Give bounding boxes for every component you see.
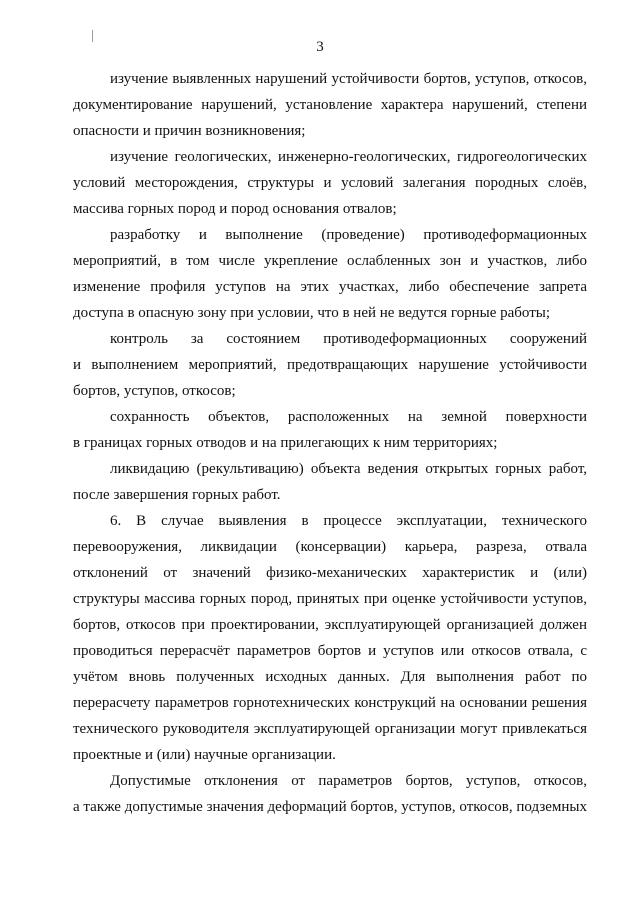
paragraph xyxy=(73,768,587,820)
paragraph xyxy=(73,66,587,144)
text-line: перевооружения, ликвидации (консервации) карьера, разреза, отвала xyxy=(73,539,587,555)
text-line: бортов, уступов, откосов; xyxy=(73,383,236,399)
text-line: ликвидацию (рекультивацию) объекта ведения открытых горных работ, xyxy=(110,461,587,477)
text-line: контроль за состоянием противодеформационных сооружений xyxy=(110,331,587,347)
text-line: проектные и (или) научные организации. xyxy=(73,747,336,763)
text-line: массива горных пород и пород основания отвалов; xyxy=(73,201,397,217)
text-line: опасности и причин возникновения; xyxy=(73,123,306,139)
text-line: отклонений от значений физико-механических характеристик и (или) xyxy=(73,565,587,581)
text-line: технического руководителя эксплуатирующей организации могут привлекаться xyxy=(73,721,587,737)
text-line: в границах горных отводов и на прилегающих к ним территориях; xyxy=(73,435,498,451)
text-line: учётом вновь полученных исходных данных. Для выполнения работ по xyxy=(73,669,587,685)
text-line: документирование нарушений, установление характера нарушений, степени xyxy=(73,97,587,113)
text-line: мероприятий, в том числе укрепление ослабленных зон и участков, либо xyxy=(73,253,587,269)
paragraph xyxy=(73,222,587,326)
text-line: изучение геологических, инженерно-геологических, гидрогеологических xyxy=(110,149,587,165)
paragraph xyxy=(73,456,587,508)
text-line: изменение профиля уступов на этих участках, либо обеспечение запрета xyxy=(73,279,587,295)
text-line: проводиться перерасчёт параметров бортов и уступов или откосов отвала, с xyxy=(73,643,587,659)
text-line: а также допустимые значения деформаций бортов, уступов, откосов, подземных xyxy=(73,799,587,815)
text-line: 6. В случае выявления в процессе эксплуатации, технического xyxy=(110,513,587,529)
paragraph-clause-6 xyxy=(73,508,587,768)
text-line: условий месторождения, структуры и условий залегания породных слоёв, xyxy=(73,175,587,191)
text-line: разработку и выполнение (проведение) противодеформационных xyxy=(110,227,587,243)
document-body xyxy=(73,66,587,820)
paragraph xyxy=(73,144,587,222)
paragraph xyxy=(73,326,587,404)
text-line: структуры массива горных пород, принятых при оценке устойчивости уступов, xyxy=(73,591,587,607)
text-line: сохранность объектов, расположенных на земной поверхности xyxy=(110,409,587,425)
text-line: после завершения горных работ. xyxy=(73,487,281,503)
text-line: перерасчету параметров горнотехнических конструкций на основании решения xyxy=(73,695,587,711)
text-line: и выполнением мероприятий, предотвращающих нарушение устойчивости xyxy=(73,357,587,373)
text-line: бортов, откосов при проектировании, эксплуатирующей организацией должен xyxy=(73,617,587,633)
text-line: Допустимые отклонения от параметров бортов, уступов, откосов, xyxy=(110,773,587,789)
text-line: доступа в опасную зону при условии, что в ней не ведутся горные работы; xyxy=(73,305,551,321)
paragraph xyxy=(73,404,587,456)
page-number: 3 xyxy=(316,39,324,55)
text-line: изучение выявленных нарушений устойчивости бортов, уступов, откосов, xyxy=(110,71,587,87)
